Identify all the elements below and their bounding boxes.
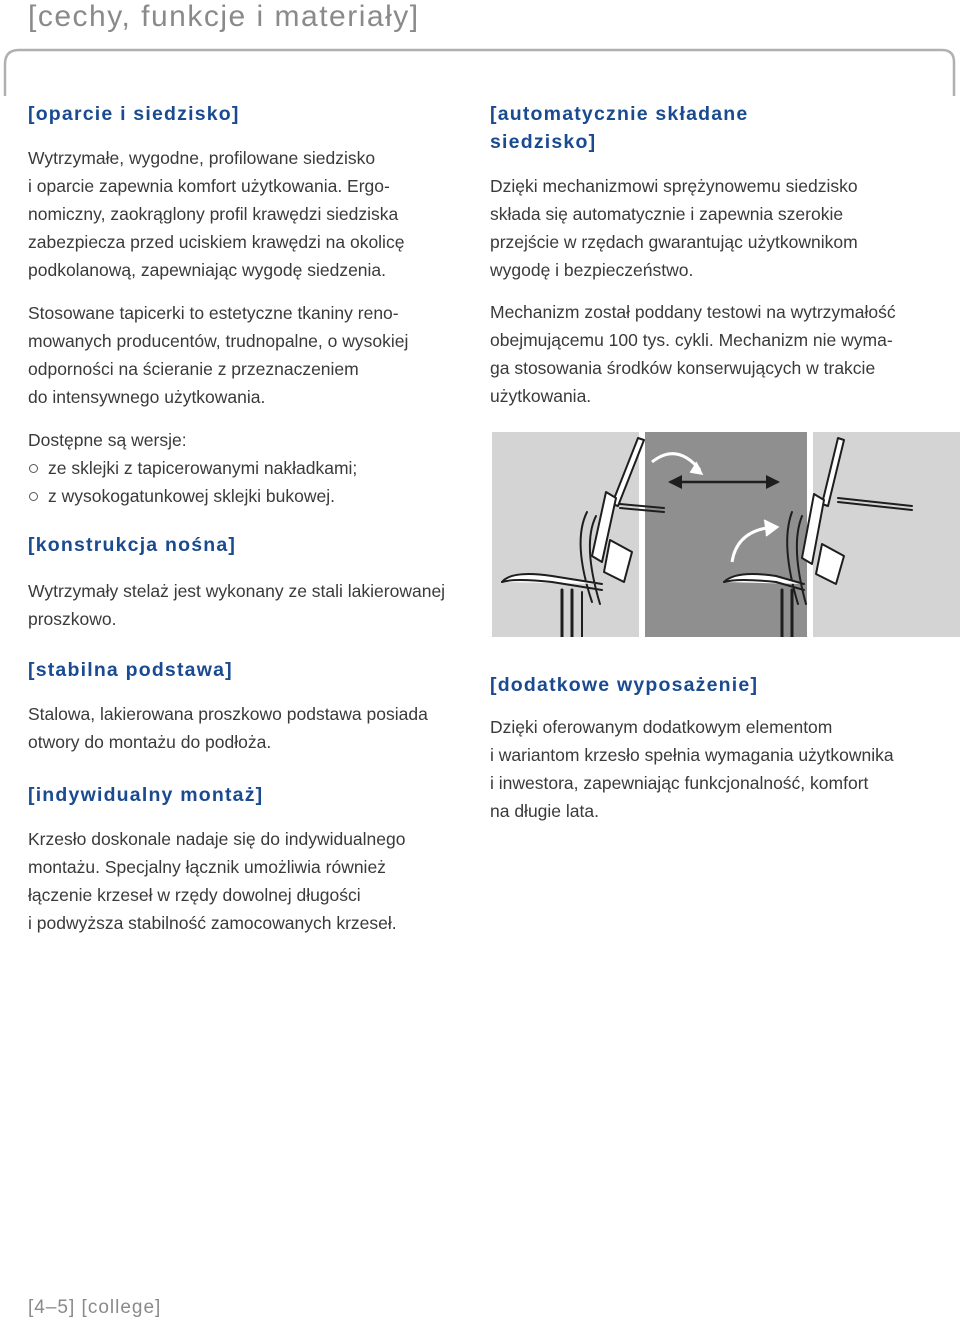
text-line: odporności na ścieranie z przeznaczeniem <box>28 359 359 379</box>
chair-folding-illustration <box>492 432 960 637</box>
text-line: do intensywnego użytkowania. <box>28 387 266 407</box>
text-line: na długie lata. <box>490 801 599 821</box>
text-line: proszkowo. <box>28 609 117 629</box>
text-line: Stalowa, lakierowana proszkowo podstawa posiada <box>28 704 428 724</box>
heading-line: [automatycznie składane <box>490 103 749 125</box>
text-line: wygodę i bezpieczeństwo. <box>490 260 694 280</box>
paragraph <box>490 713 950 825</box>
paragraph <box>28 299 488 411</box>
section-heading: [indywidualny montaż] <box>28 784 264 806</box>
text-line: Wytrzymały stelaż jest wykonany ze stali lakierowanej <box>28 581 446 601</box>
text-line: łączenie krzeseł w rzędy dowolnej długości <box>28 885 361 905</box>
text-line: i inwestora, zapewniając funkcjonalność, komfort <box>490 773 869 793</box>
list-item <box>28 482 488 510</box>
text-line: obejmującemu 100 tys. cykli. Mechanizm nie wyma- <box>490 330 893 350</box>
text-line: składa się automatycznie i zapewnia szerokie <box>490 204 844 224</box>
section-heading <box>490 100 950 156</box>
versions-intro: Dostępne są wersje: <box>28 430 187 450</box>
section-stabilna <box>28 656 488 756</box>
section-heading: [stabilna podstawa] <box>28 659 233 681</box>
text-line: i podwyższa stabilność zamocowanych krzeseł. <box>28 913 397 933</box>
text-line: i oparcie zapewnia komfort użytkowania. Ergo- <box>28 176 390 196</box>
list-item-text: z wysokogatunkowej sklejki bukowej. <box>48 486 335 506</box>
bullet-circle-icon <box>29 464 38 473</box>
section-heading: [oparcie i siedzisko] <box>28 103 240 125</box>
text-line: i wariantom krzesło spełnia wymagania użytkownika <box>490 745 894 765</box>
section-heading: [dodatkowe wyposażenie] <box>490 674 759 696</box>
paragraph <box>490 172 950 284</box>
text-line: podkolanową, zapewniając wygodę siedzenia. <box>28 260 387 280</box>
text-line: przejście w rzędach gwarantując użytkownikom <box>490 232 858 252</box>
section-oparcie <box>28 100 488 510</box>
text-line: ga stosowania środków konserwujących w trakcie <box>490 358 876 378</box>
section-heading: [konstrukcja nośna] <box>28 534 237 556</box>
text-line: Dzięki mechanizmowi sprężynowemu siedzisko <box>490 176 858 196</box>
text-line: mowanych producentów, trudnopalne, o wysokiej <box>28 331 409 351</box>
paragraph <box>28 577 488 633</box>
paragraph <box>28 700 488 756</box>
text-line: użytkowania. <box>490 386 592 406</box>
text-line: Mechanizm został poddany testowi na wytrzymałość <box>490 302 896 322</box>
list-item-text: ze sklejki z tapicerowanymi nakładkami; <box>48 458 358 478</box>
section-frame <box>0 46 960 96</box>
section-dodatkowe <box>490 671 950 825</box>
versions-list <box>28 454 488 510</box>
paragraph <box>28 144 488 284</box>
paragraph <box>490 298 950 410</box>
text-line: Krzesło doskonale nadaje się do indywidualnego <box>28 829 406 849</box>
paragraph <box>28 825 488 937</box>
text-line: Stosowane tapicerki to estetyczne tkaniny reno- <box>28 303 399 323</box>
text-line: nomiczny, zaokrąglony profil krawędzi siedziska <box>28 204 399 224</box>
text-line: Wytrzymałe, wygodne, profilowane siedzisko <box>28 148 376 168</box>
heading-line: siedzisko] <box>490 131 597 153</box>
section-montaz <box>28 781 488 937</box>
text-line: Dzięki oferowanym dodatkowym elementom <box>490 717 833 737</box>
text-line: otwory do montażu do podłoża. <box>28 732 272 752</box>
text-line: zabezpiecza przed uciskiem krawędzi na okolicę <box>28 232 405 252</box>
page-title: [cechy, funkcje i materiały] <box>28 0 420 33</box>
page-footer: [4–5] [college] <box>28 1297 162 1318</box>
bullet-circle-icon <box>29 492 38 501</box>
section-konstrukcja <box>28 531 488 633</box>
text-line: montażu. Specjalny łącznik umożliwia również <box>28 857 386 877</box>
section-automatyczne <box>490 100 950 410</box>
list-item <box>28 454 488 482</box>
